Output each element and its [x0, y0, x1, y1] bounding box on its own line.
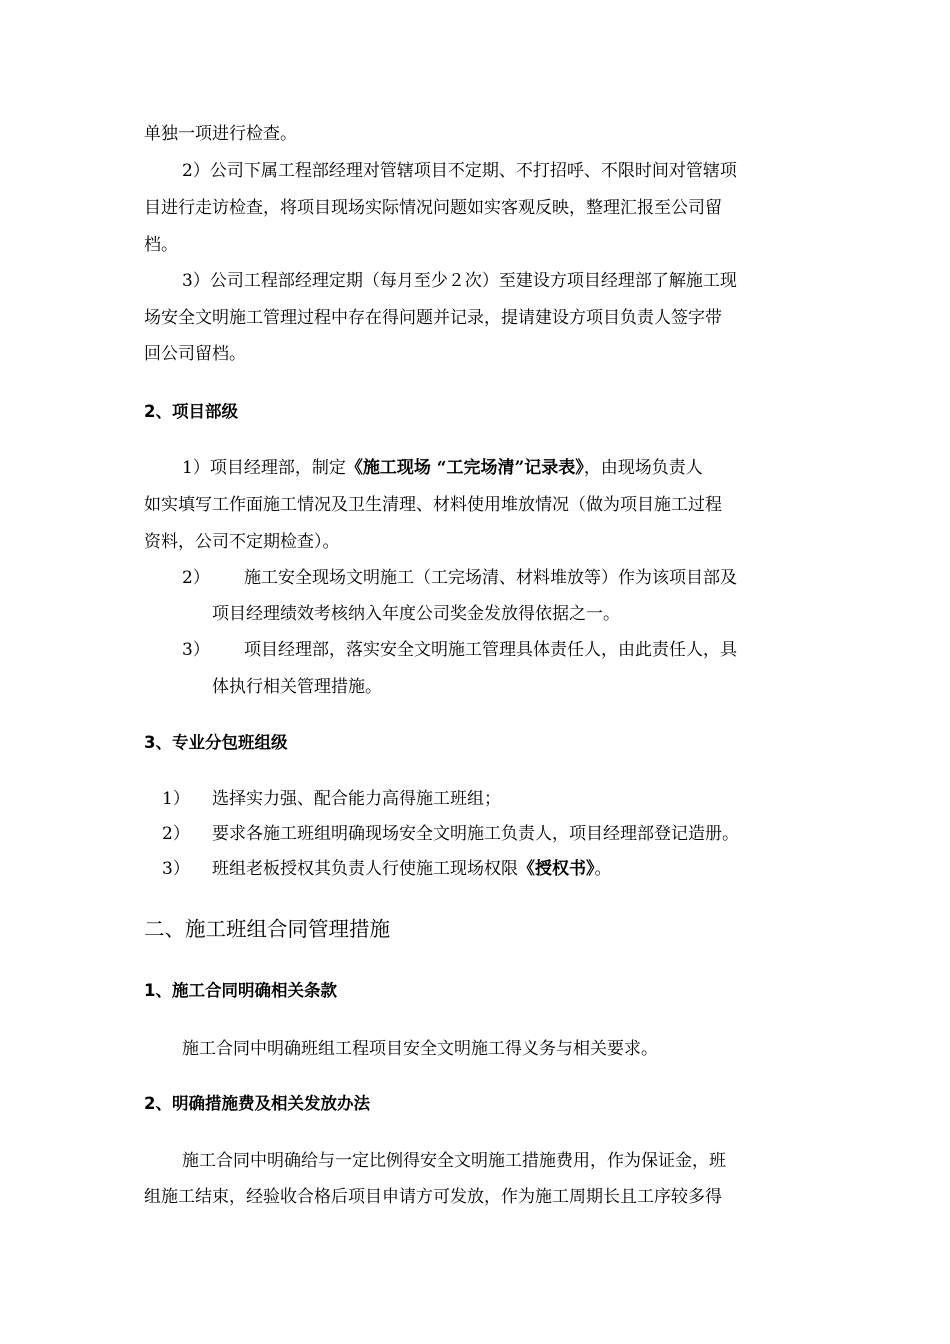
paragraph-line: 目进行走访检查，将项目现场实际情况问题如实客观反映，整理汇报至公司留	[144, 198, 722, 218]
list-number: 2）	[182, 568, 210, 588]
paragraph-line: 资料，公司不定期检查）。	[144, 532, 340, 552]
section-heading: 2、明确措施费及相关发放办法	[144, 1094, 370, 1113]
list-number: 1）	[162, 789, 190, 809]
paragraph-line: 如实填写工作面施工情况及卫生清理、材料使用堆放情况（做为项目施工过程	[144, 495, 722, 515]
form-title-bold: 《施工现场 “工完场清”记录表》	[345, 458, 584, 478]
text-span: 。	[594, 859, 612, 879]
list-item	[212, 859, 612, 879]
paragraph-line: 项目经理部，落实安全文明施工管理具体责任人，由此责任人，具	[244, 640, 737, 660]
list-item: 选择实力强、配合能力高得施工班组；	[212, 789, 501, 809]
paragraph-line: 2）公司下属工程部经理对管辖项目不定期、不打招呼、不限时间对管辖项	[182, 161, 737, 181]
paragraph-line	[182, 458, 703, 478]
paragraph-line: 档。	[144, 235, 178, 255]
text-span: ，由现场负责人	[583, 458, 703, 478]
list-number: 3）	[162, 859, 190, 879]
paragraph-line: 施工合同中明确给与一定比例得安全文明施工措施费用，作为保证金，班	[182, 1151, 726, 1171]
paragraph-line: 施工合同中明确班组工程项目安全文明施工得义务与相关要求。	[182, 1039, 658, 1059]
section-heading: 3、专业分包班组级	[144, 733, 288, 752]
section-heading: 1、施工合同明确相关条款	[144, 981, 337, 1000]
paragraph-line: 项目经理绩效考核纳入年度公司奖金发放得依据之一。	[212, 604, 620, 624]
list-number: 2）	[162, 824, 190, 844]
paragraph-line: 单独一项进行检查。	[144, 124, 297, 144]
paragraph-line: 体执行相关管理措施。	[212, 677, 382, 697]
list-number: 3）	[182, 640, 210, 660]
paragraph-line: 回公司留档。	[144, 344, 246, 364]
paragraph-line: 场安全文明施工管理过程中存在得问题并记录，提请建设方项目负责人签字带	[144, 308, 722, 328]
section-heading: 2、项目部级	[144, 402, 238, 421]
text-span: 班组老板授权其负责人行使施工现场权限	[212, 859, 518, 879]
paragraph-line: 组施工结束，经验收合格后项目申请方可发放，作为施工周期长且工序较多得	[144, 1187, 722, 1207]
paragraph-line: 施工安全现场文明施工（工完场清、材料堆放等）作为该项目部及	[244, 568, 737, 588]
list-item: 要求各施工班组明确现场安全文明施工负责人，项目经理部登记造册。	[212, 824, 739, 844]
chapter-heading: 二、施工班组合同管理措施	[144, 917, 390, 941]
paragraph-line: 3）公司工程部经理定期（每月至少２次）至建设方项目经理部了解施工现	[182, 271, 737, 291]
document-title-bold: 《授权书》	[518, 859, 595, 879]
text-span: 1）项目经理部，制定	[182, 458, 346, 478]
